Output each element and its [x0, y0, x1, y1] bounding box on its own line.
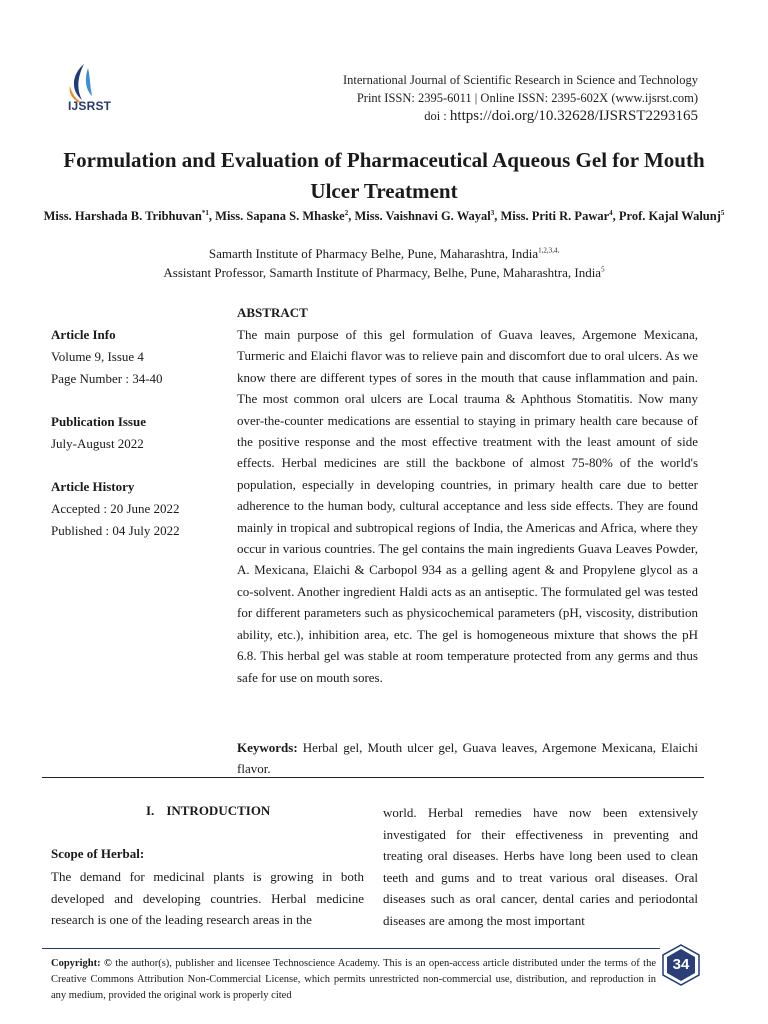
affiliation-line-2 — [40, 264, 728, 282]
body-text-right: world. Herbal remedies have now been extensively investigated for their effectiveness in preventing and treating oral diseases. Herbs have long been used to clean teeth and gums and to treat various oral diseases. Oral diseases such as oral cancer, dental caries and periodontal diseases are among the most important — [383, 805, 698, 928]
publication-issue-heading: Publication Issue — [51, 414, 146, 429]
section-number: I. — [146, 803, 155, 818]
page-number: 34 — [672, 956, 690, 973]
page-range: Page Number : 34-40 — [51, 371, 163, 386]
author-name: , Miss. Priti R. Pawar — [494, 209, 610, 223]
keywords-text: Herbal gel, Mouth ulcer gel, Guava leaves, Argemone Mexicana, Elaichi flavor. — [237, 740, 698, 777]
author-affiliation-mark: 4 — [609, 208, 613, 217]
keywords — [237, 737, 698, 780]
keywords-label: Keywords: — [237, 740, 298, 755]
published-date: Published : 04 July 2022 — [51, 523, 180, 538]
issn-line: Print ISSN: 2395-6011 | Online ISSN: 2395-602X (www.ijsrst.com) — [356, 91, 698, 105]
author-affiliation-mark: 3 — [490, 208, 495, 217]
article-history-heading: Article History — [51, 479, 135, 494]
affiliation-mark: 5 — [601, 265, 605, 274]
author-name: , Miss. Sapana S. Mhaske — [208, 209, 345, 223]
volume-issue: Volume 9, Issue 4 — [51, 349, 144, 364]
author-affiliation-mark: 5 — [720, 208, 725, 217]
affiliation-text: Assistant Professor, Samarth Institute of Pharmacy, Belhe, Pune, Maharashtra, India — [163, 265, 602, 280]
author-affiliation-mark: 2 — [344, 208, 349, 217]
author-affiliation-mark: *1 — [201, 208, 209, 217]
publication-issue-value: July-August 2022 — [51, 436, 144, 451]
abstract-text: The main purpose of this gel formulation of Guava leaves, Argemone Mexicana, Turmeric and Elaichi flavor was to relieve pain and discomfort due to oral ulcers. As we know there are different types of sores in the mouth that cause inflammation and pain. The most common oral ulcers are Local trauma & Aphthous Stomatitis. Now many over-the-counter medications are essential to staying in primary health care because of the positive response and the most effective treatment with the least amount of side effects. Herbal medicines are still the backbone of almost 75-80% of the world's population, especially in developing countries, in primary health care due to better adherence to the human body, cultural acceptance and less side effects. They are found mainly in tropical and subtropical regions of India, the Americas and Africa, where they occur in various countries. The gel contains the main ingredients Guava Leaves Powder, A. Mexicana, Elaichi & Carbopol 934 as a gelling agent & and Propylene glycol as a co-solvent. Another ingredient Haldi acts as an antiseptic. The formulated gel was tested for different parameters such as physicochemical parameters (pH, viscosity, distribution ability, etc.), inhibition area, etc. The gel is homogeneous mixture that shows the pH 6.8. This herbal gel was stable at room temperature protected from any germs and thus safe for use on mouth sores. — [237, 327, 698, 685]
doi-link[interactable]: https://doi.org/10.32628/IJSRST2293165 — [449, 108, 698, 124]
affiliation-line-1 — [40, 245, 728, 263]
article-info-block — [51, 324, 163, 390]
footer-divider — [42, 948, 660, 949]
accepted-date: Accepted : 20 June 2022 — [51, 501, 180, 516]
affiliation-mark: 1,2,3,4, — [538, 246, 560, 255]
author-name: , Prof. Kajal Walunj — [612, 209, 721, 223]
abstract-heading: ABSTRACT — [237, 305, 308, 320]
author-name: , Miss. Vaishnavi G. Wayal — [348, 209, 491, 223]
body-text-left: The demand for medicinal plants is growing in both developed and developing countries. Herbal medicine research is one of the leading research areas in the — [51, 869, 364, 927]
section-heading — [146, 803, 270, 819]
publication-issue-block — [51, 411, 146, 455]
section-title: INTRODUCTION — [166, 803, 271, 818]
doi-line — [424, 108, 698, 125]
article-info-heading: Article Info — [51, 327, 116, 342]
affiliation-text: Samarth Institute of Pharmacy Belhe, Pune, Maharashtra, India — [208, 246, 539, 261]
paper-title: Formulation and Evaluation of Pharmaceutical Aqueous Gel for Mouth Ulcer Treatment — [63, 148, 705, 203]
author-list — [40, 208, 728, 225]
section-divider — [42, 777, 704, 778]
doi-label: doi : — [424, 109, 450, 123]
copyright-label: Copyright: © — [51, 958, 112, 969]
subsection-heading: Scope of Herbal: — [51, 846, 145, 861]
article-history-block — [51, 476, 180, 542]
copyright-text: the author(s), publisher and licensee Technoscience Academy. This is an open-access article distributed under the terms of the Creative Commons Attribution Non-Commercial License, which permits unrestricted non-commercial use, distribution, and reproduction in any medium, provided the original work is properly cited — [51, 958, 656, 1001]
copyright-notice — [51, 956, 656, 1004]
logo-text: IJSRST — [68, 99, 112, 113]
journal-name: International Journal of Scientific Research in Science and Technology — [342, 73, 698, 87]
author-name: Miss. Harshada B. Tribhuvan — [43, 209, 202, 223]
